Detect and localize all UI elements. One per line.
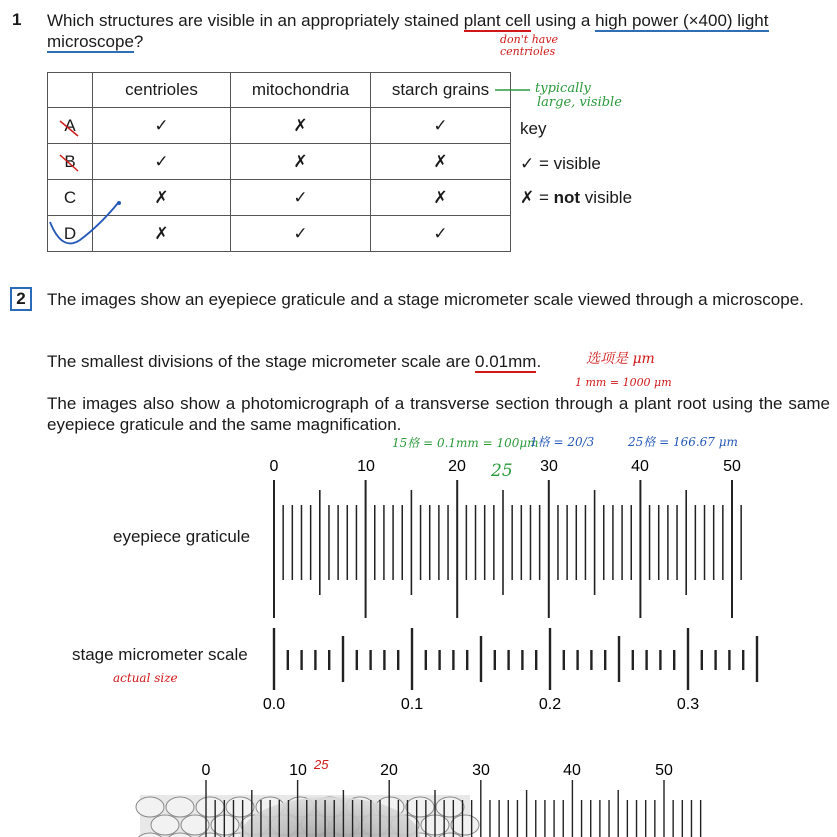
- photo-label-20: 20: [380, 762, 398, 779]
- table-cell: ✗: [231, 108, 371, 144]
- question-2-para2: The smallest divisions of the stage micrometer scale are 0.01mm.: [47, 352, 542, 371]
- table-header-cell: mitochondria: [231, 73, 371, 108]
- table-annotation-overlay: [0, 0, 837, 260]
- table-cell: ✗: [231, 144, 371, 180]
- high-power-highlight: high power (×400) light: [595, 11, 769, 30]
- stage-label-1: 0.1: [400, 696, 424, 713]
- question-2-number: 2: [10, 287, 32, 311]
- eyepiece-scale: [274, 480, 741, 618]
- table-header-cell: starch grains: [371, 73, 511, 108]
- photomicrograph-figure: [0, 755, 837, 837]
- row-label-d: D: [48, 216, 93, 252]
- stage-label-2: 0.2: [538, 696, 562, 713]
- root-cell: [166, 797, 194, 817]
- table-cell: ✗: [371, 144, 511, 180]
- annotation-15-divisions: 15格 = 0.1mm = 100μm: [392, 436, 539, 450]
- eyepiece-label-50: 50: [723, 458, 741, 475]
- eyepiece-label-20: 20: [448, 458, 466, 475]
- table-cell: ✓: [93, 144, 231, 180]
- smallest-division-value: 0.01mm: [475, 352, 537, 371]
- strike-a: [60, 121, 78, 136]
- table-cell: ✓: [93, 108, 231, 144]
- root-cell: [196, 797, 224, 817]
- question-2-para3: The images also show a photomicrograph of a transverse section through a plant root using the same eyepiece graticule and the same magnification.: [47, 394, 830, 434]
- annotation-1-division: 1格 = 20/3: [530, 435, 595, 449]
- annotation-25-green: 25: [491, 461, 513, 481]
- annotation-starch-visible: typically large, visible: [535, 81, 622, 110]
- root-cell: [451, 815, 479, 835]
- root-cell: [151, 815, 179, 835]
- stage-label: stage micrometer scale: [72, 645, 248, 664]
- photo-graticule-labels: [202, 762, 673, 779]
- eyepiece-label-0: 0: [269, 458, 279, 475]
- table-cell: ✗: [93, 216, 231, 252]
- eyepiece-label-10: 10: [357, 458, 375, 475]
- table-cell: ✗: [93, 180, 231, 216]
- root-cell: [436, 797, 464, 817]
- table-cell: ✓: [231, 180, 371, 216]
- strike-b: [60, 155, 78, 171]
- eyepiece-label-30: 30: [540, 458, 558, 475]
- table-cell: ✓: [371, 216, 511, 252]
- annotation-actual-size: actual size: [113, 671, 178, 685]
- microscope-highlight: microscope: [47, 32, 134, 51]
- photo-label-40: 40: [563, 762, 581, 779]
- photo-label-10: 10: [289, 762, 307, 779]
- stage-label-0: 0.0: [262, 696, 286, 713]
- table-cell: ✗: [371, 180, 511, 216]
- row-label-c: C: [48, 180, 93, 216]
- photo-annotation-25: 25: [314, 757, 329, 772]
- annotation-mm-um: 1 mm = 1000 μm: [575, 376, 672, 389]
- table-cell: ✓: [231, 216, 371, 252]
- photo-label-50: 50: [655, 762, 673, 779]
- question-1-number: 1: [12, 10, 22, 29]
- annotation-25-divisions: 25格 = 166.67 μm: [628, 435, 738, 449]
- key-visible: ✓ = visible: [520, 154, 601, 173]
- annotation-option-um: 选项是 μm: [586, 351, 655, 367]
- key-title: key: [520, 119, 547, 138]
- annotation-no-centrioles: don't have centrioles: [500, 33, 559, 58]
- key-not-visible: ✗ = not visible: [520, 188, 633, 207]
- stage-scale-labels: [263, 696, 699, 713]
- pen-dot: [117, 201, 121, 205]
- root-cell: [136, 797, 164, 817]
- plant-cell-highlight: plant cell: [463, 11, 531, 30]
- row-label-b: B: [48, 144, 93, 180]
- stage-micrometer-scale: [274, 628, 757, 690]
- question-2-para1: The images show an eyepiece graticule and a stage micrometer scale viewed through a microscope.: [47, 290, 804, 309]
- eyepiece-label-40: 40: [631, 458, 649, 475]
- circle-d-mark: [50, 203, 118, 243]
- table-cell: ✓: [371, 108, 511, 144]
- stage-label-3: 0.3: [676, 696, 700, 713]
- photo-label-0: 0: [201, 762, 211, 779]
- photo-label-30: 30: [472, 762, 490, 779]
- question-1-text: Which structures are visible in an appropriately stained plant cell using a high power (×400) light microscope?: [47, 11, 769, 51]
- eyepiece-scale-labels: [270, 458, 741, 475]
- root-cell: [406, 797, 434, 817]
- graticule-figure: [0, 450, 837, 720]
- eyepiece-label: eyepiece graticule: [113, 527, 251, 546]
- table-header-cell: centrioles: [93, 73, 231, 108]
- row-label-a: A: [48, 108, 93, 144]
- root-cell: [181, 815, 209, 835]
- root-cell: [226, 797, 254, 817]
